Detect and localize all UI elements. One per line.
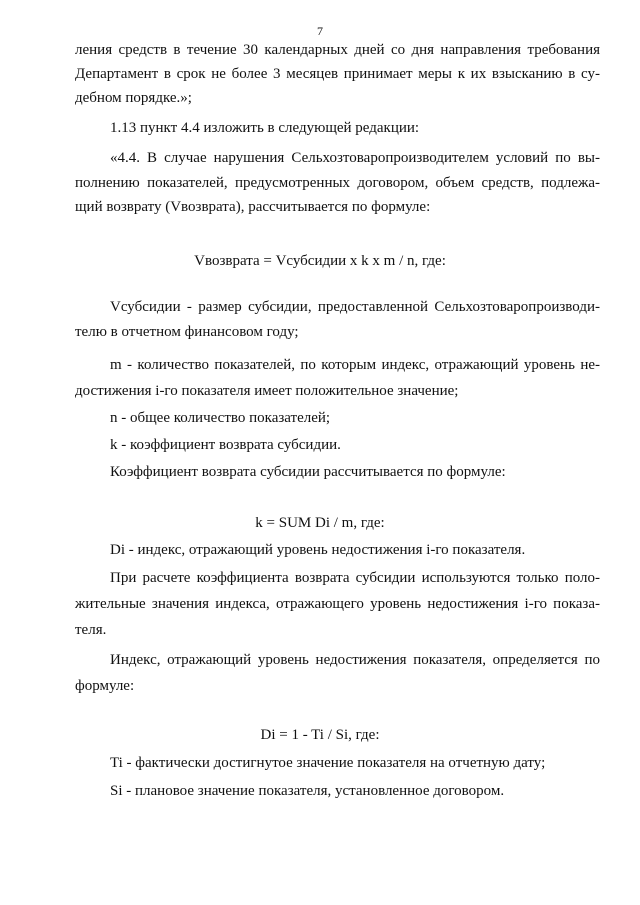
page-number: 7 bbox=[317, 24, 323, 38]
text-line: Департамент в срок не более 3 месяцев принимает меры к их взысканию в су- bbox=[75, 66, 600, 82]
text-line: Коэффициент возврата субсидии рассчитывается по формуле: bbox=[110, 464, 506, 480]
text-line: теля. bbox=[75, 622, 107, 638]
text-line: 1.13 пункт 4.4 изложить в следующей редакции: bbox=[110, 120, 420, 136]
text-line: достижения i-го показателя имеет положительное значение; bbox=[75, 383, 459, 399]
text-line: Di - индекс, отражающий уровень недостижения i-го показателя. bbox=[110, 542, 526, 558]
text-line: дебном порядке.»; bbox=[75, 90, 192, 106]
text-line: Индекс, отражающий уровень недостижения показателя, определяется по bbox=[110, 652, 600, 668]
text-line: щий возврату (Vвозврата), рассчитывается по формуле: bbox=[75, 199, 431, 215]
text-line: жительные значения индекса, отражающего уровень недостижения i-го показа- bbox=[75, 596, 600, 612]
text-line: При расчете коэффициента возврата субсидии используются только поло- bbox=[110, 570, 600, 586]
formula-return-volume: Vвозврата = Vсубсидии x k x m / n, где: bbox=[194, 253, 446, 269]
text-line: ления средств в течение 30 календарных дней со дня направления требования bbox=[75, 42, 600, 58]
text-line: n - общее количество показателей; bbox=[110, 410, 331, 426]
text-line: m - количество показателей, по которым индекс, отражающий уровень не- bbox=[110, 357, 600, 373]
text-line: Ti - фактически достигнутое значение показателя на отчетную дату; bbox=[110, 755, 546, 771]
text-line: телю в отчетном финансовом году; bbox=[75, 324, 299, 340]
text-line: Vсубсидии - размер субсидии, предоставленной Сельхозтоваропроизводи- bbox=[110, 299, 600, 315]
text-line: k - коэффициент возврата субсидии. bbox=[110, 437, 341, 453]
text-line: формуле: bbox=[75, 678, 135, 694]
formula-index: Di = 1 - Ti / Si, где: bbox=[260, 727, 380, 743]
text-line: полнению показателей, предусмотренных договором, объем средств, подлежа- bbox=[75, 175, 600, 191]
text-line: Si - плановое значение показателя, установленное договором. bbox=[110, 783, 505, 799]
text-line: «4.4. В случае нарушения Сельхозтоваропроизводителем условий по вы- bbox=[110, 150, 600, 166]
formula-coefficient: k = SUM Di / m, где: bbox=[255, 515, 385, 531]
